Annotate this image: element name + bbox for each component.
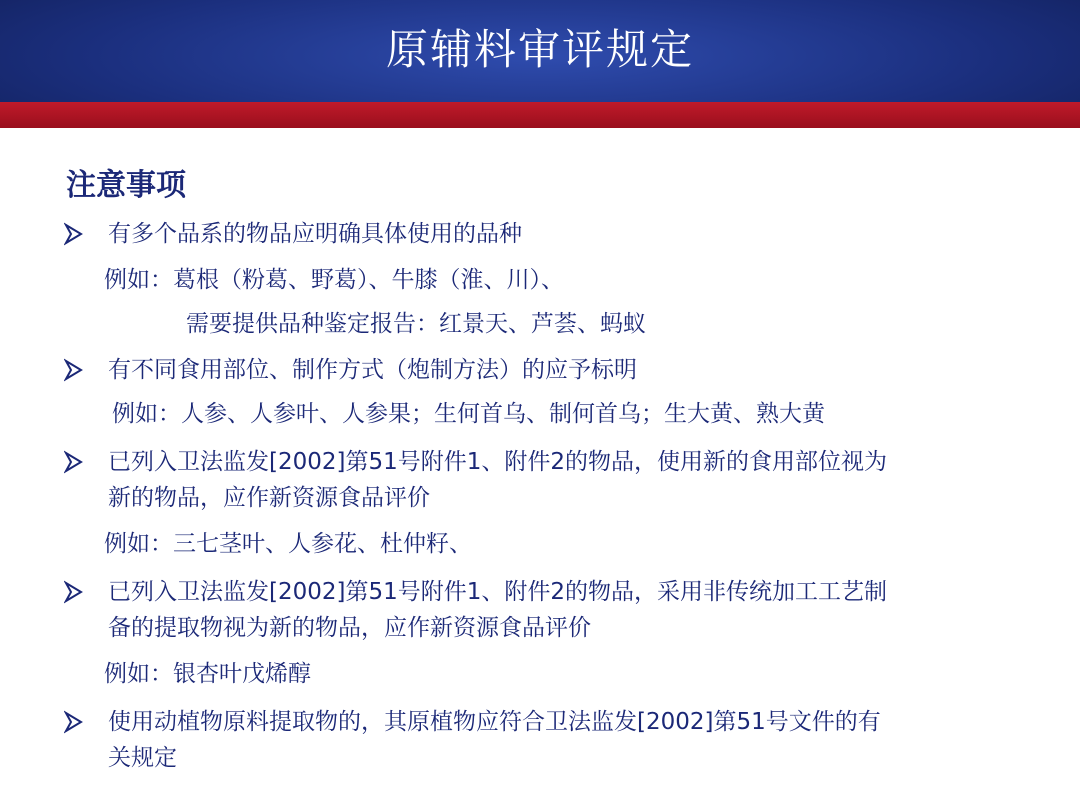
bullet-2-example: 例如：人参、人参叶、人参果；生何首乌、制何首乌；生大黄、熟大黄 [112,401,825,427]
bullet-5-text: 关规定 [108,745,177,771]
bullet-3-text: 新的物品，应作新资源食品评价 [108,485,430,511]
bullet-2-text: 有不同食用部位、制作方式（炮制方法）的应予标明 [108,357,637,383]
bullet-5-text: 使用动植物原料提取物的，其原植物应符合卫法监发[2002]第51号文件的有 [108,709,881,735]
bullet-1-example: 例如：葛根（粉葛、野葛）、牛膝（淮、川）、 [104,267,564,293]
title-banner [0,0,1080,102]
red-accent-stripe [0,102,1080,128]
bullet-4-text: 已列入卫法监发[2002]第51号附件1、附件2的物品，采用非传统加工工艺制 [108,579,888,605]
section-heading: 注意事项 [66,168,186,203]
bullet-1-text: 有多个品系的物品应明确具体使用的品种 [108,221,522,247]
bullet-3-text: 已列入卫法监发[2002]第51号附件1、附件2的物品，使用新的食用部位视为 [108,449,888,475]
bullet-1-example: 需要提供品种鉴定报告：红景天、芦荟、蚂蚁 [186,311,646,337]
arrow-bullet-icon [64,358,84,382]
arrow-bullet-icon [64,580,84,604]
slide-title: 原辅料审评规定 [385,25,694,74]
arrow-bullet-icon [64,222,84,246]
arrow-bullet-icon [64,450,84,474]
arrow-bullet-icon [64,710,84,734]
bullet-3-example: 例如：三七茎叶、人参花、杜仲籽、 [104,531,472,557]
bullet-4-text: 备的提取物视为新的物品，应作新资源食品评价 [108,615,591,641]
bullet-4-example: 例如：银杏叶戊烯醇 [104,661,311,687]
